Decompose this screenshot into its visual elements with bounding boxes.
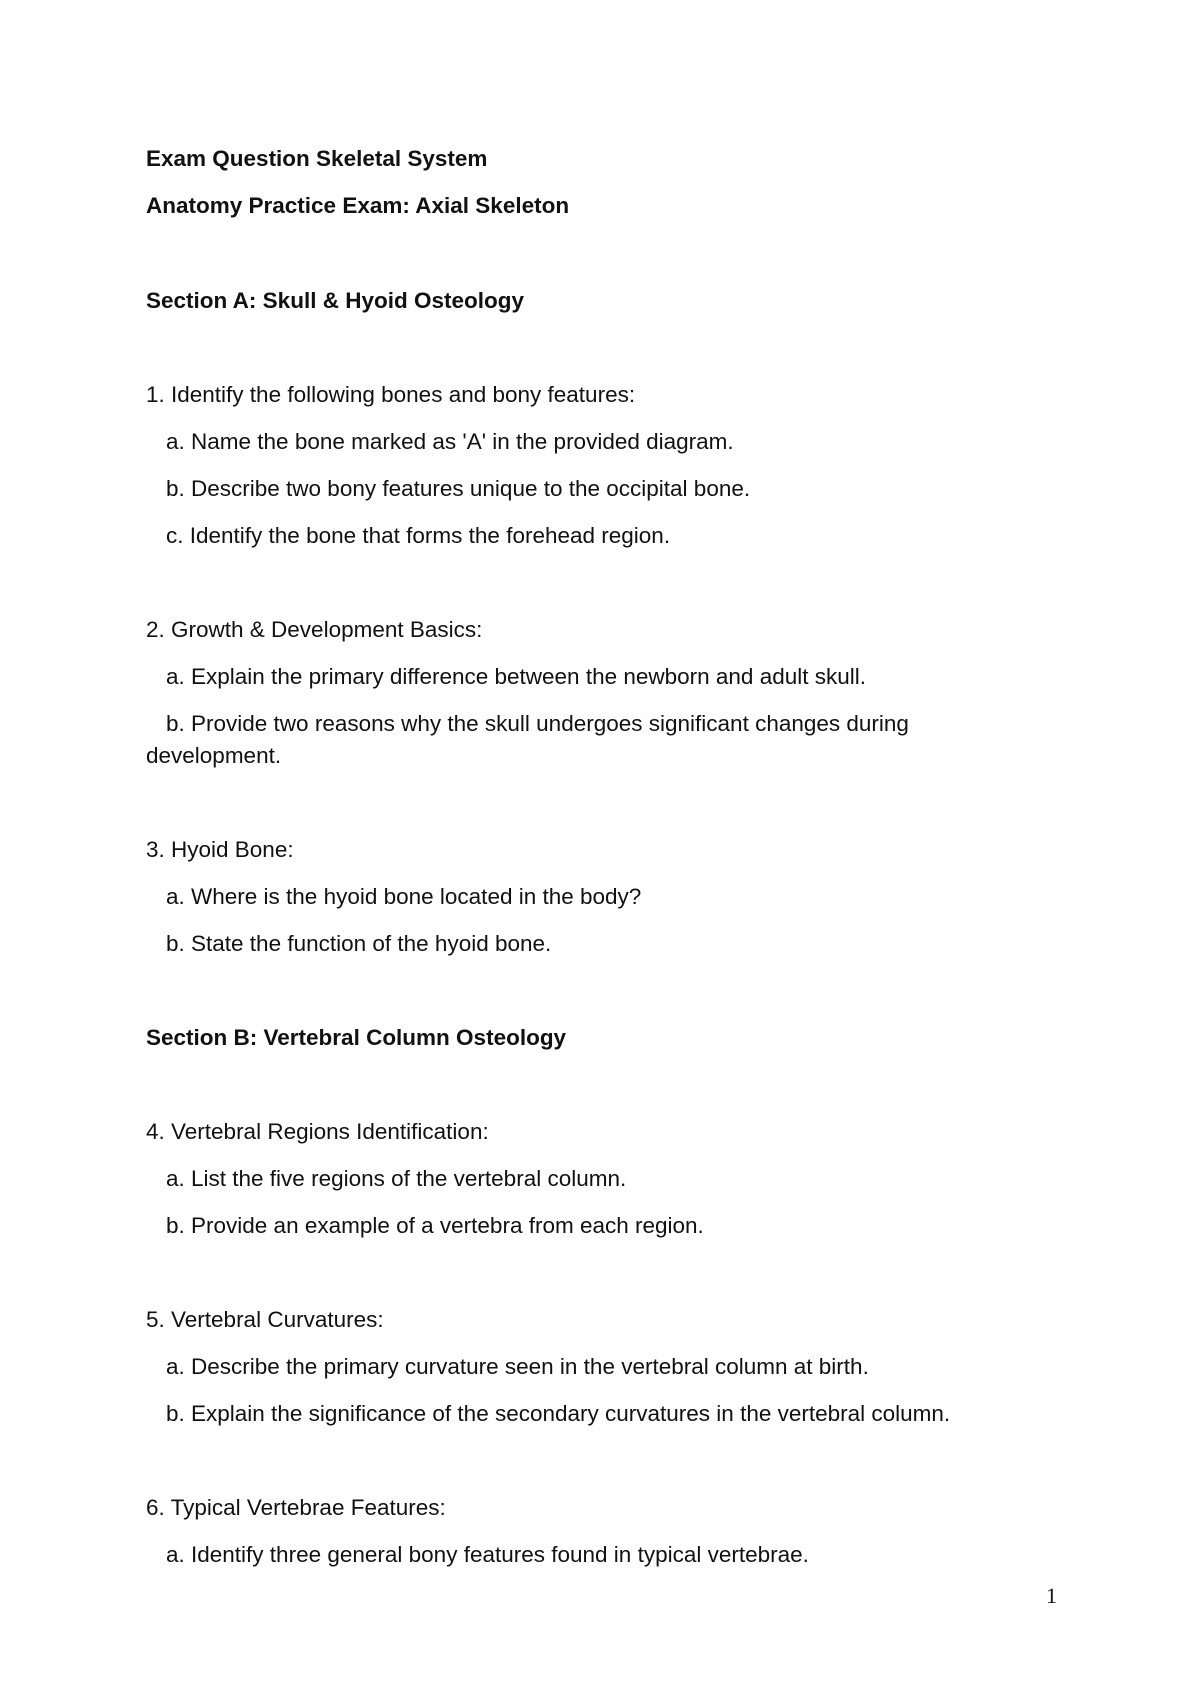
question-3a: a. Where is the hyoid bone located in the body?: [166, 884, 642, 909]
question-1a: a. Name the bone marked as 'A' in the provided diagram.: [166, 429, 734, 454]
question-6a: a. Identify three general bony features found in typical vertebrae.: [166, 1542, 809, 1567]
question-2b: b. Provide two reasons why the skull undergoes significant changes during development.: [146, 711, 916, 768]
question-5a: a. Describe the primary curvature seen in the vertebral column at birth.: [166, 1354, 869, 1379]
question-2a: a. Explain the primary difference between the newborn and adult skull.: [166, 664, 867, 689]
document-content: [146, 143, 1046, 1571]
section-b-heading: Section B: Vertebral Column Osteology: [146, 1025, 567, 1050]
section-a-heading: Section A: Skull & Hyoid Osteology: [146, 288, 524, 313]
question-1c: c. Identify the bone that forms the forehead region.: [166, 523, 671, 548]
question-4a: a. List the five regions of the vertebral column.: [166, 1166, 627, 1191]
page-number: 1: [1046, 1583, 1057, 1608]
document-subtitle: Anatomy Practice Exam: Axial Skeleton: [146, 193, 570, 218]
question-3b: b. State the function of the hyoid bone.: [166, 931, 552, 956]
question-4: 4. Vertebral Regions Identification:: [146, 1119, 489, 1144]
question-5: 5. Vertebral Curvatures:: [146, 1307, 384, 1332]
question-1: 1. Identify the following bones and bony features:: [146, 382, 636, 407]
question-5b: b. Explain the significance of the secondary curvatures in the vertebral column.: [166, 1401, 951, 1426]
question-2: 2. Growth & Development Basics:: [146, 617, 483, 642]
question-1b: b. Describe two bony features unique to the occipital bone.: [166, 476, 751, 501]
question-4b: b. Provide an example of a vertebra from each region.: [166, 1213, 704, 1238]
document-title: Exam Question Skeletal System: [146, 146, 488, 171]
question-6: 6. Typical Vertebrae Features:: [146, 1495, 446, 1520]
question-3: 3. Hyoid Bone:: [146, 837, 294, 862]
